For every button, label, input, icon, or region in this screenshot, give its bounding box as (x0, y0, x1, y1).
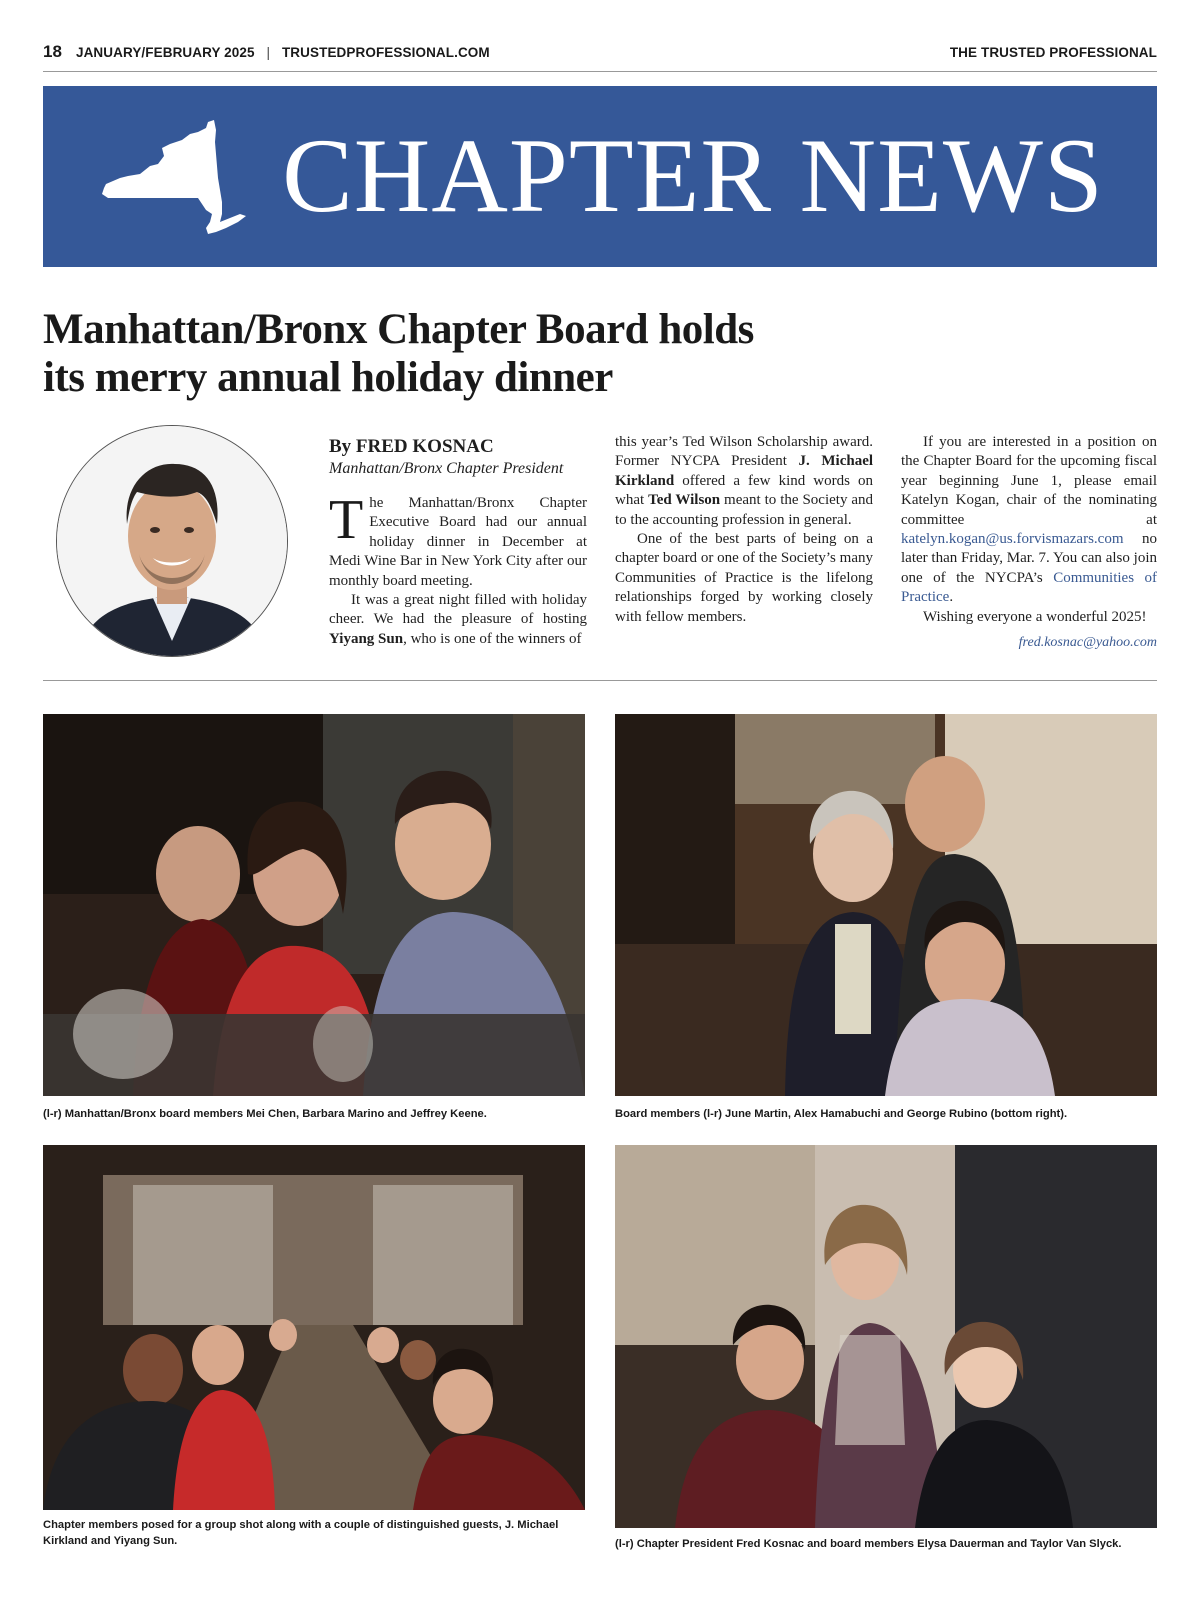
photo-3-caption: Chapter members posed for a group shot along with a couple of distinguished guests, J. Michael Kirkland and Yiyang Sun. (43, 1519, 559, 1547)
photo-3 (43, 1145, 585, 1510)
headline-line-1: Manhattan/Bronx Chapter Board holds (43, 306, 754, 353)
photo-1 (43, 714, 585, 1096)
author-email-link[interactable]: fred.kosnac@yahoo.com (1018, 635, 1157, 651)
photo-1-image (43, 714, 585, 1096)
paragraph-2: It was a great night filled with holiday cheer. We had the pleasure of hosting Yiyang Sun, who is one of the winners of (329, 592, 588, 647)
article-column-3 (901, 433, 1157, 652)
page-number: 18 (43, 42, 63, 61)
photo-4 (615, 1145, 1157, 1528)
author-portrait-image (57, 426, 287, 656)
photo-2 (615, 714, 1157, 1096)
paragraph-3: One of the best parts of being on a chapter board or one of the Society’s many Communities of Practice is the lifelong relationships forged by working closely with fellow members. (615, 531, 873, 625)
author-portrait (56, 425, 288, 657)
publication-name: THE TRUSTED PROFESSIONAL (949, 45, 1157, 60)
running-header-left (43, 42, 490, 62)
banner-title: CHAPTER NEWS (282, 117, 1104, 234)
paragraph-5: Wishing everyone a wonderful 2025! (923, 608, 1147, 625)
header-separator: | (266, 45, 271, 60)
website-link[interactable]: TRUSTEDPROFESSIONAL.COM (281, 45, 490, 60)
photo-4-image (615, 1145, 1157, 1528)
photo-2-image (615, 714, 1157, 1096)
running-header (43, 42, 1157, 64)
issue-date: JANUARY/FEBRUARY 2025 (75, 45, 255, 60)
paragraph-4: If you are interested in a position on the Chapter Board for the upcoming fiscal year beginning June 1, please email Katelyn Kogan, chair of the nominating committee at katelyn.kogan@us.forvismazars.com no later than Friday, Mar. 7. You can also join one of the NYCPA’s Communities of Practice. (901, 434, 1157, 606)
drop-cap: T (329, 489, 364, 551)
article-column-2 (615, 433, 873, 627)
photo-1-caption: (l-r) Manhattan/Bronx board members Mei Chen, Barbara Marino and Jeffrey Keene. (43, 1108, 487, 1120)
section-divider (43, 680, 1157, 681)
article-headline (43, 306, 943, 402)
new-york-state-silhouette-icon (98, 118, 248, 236)
photo-3-image (43, 1145, 585, 1510)
section-banner (43, 86, 1157, 267)
article-column-1 (329, 433, 587, 649)
byline-title: Manhattan/Bronx Chapter President (329, 460, 564, 477)
email-link-katelyn-kogan[interactable]: katelyn.kogan@us.forvismazars.com (901, 531, 1124, 548)
paragraph-1: The Manhattan/Bronx Chapter Executive Board had our annual holiday dinner in December at Medi Wine Bar in New York City after our monthly board meeting. (329, 489, 587, 589)
headline-line-2: its merry annual holiday dinner (43, 354, 613, 401)
paragraph-2-continued: this year’s Ted Wilson Scholarship award. Former NYCPA President J. Michael Kirkland offered a few kind words on what Ted Wilson meant to the Society and to the accounting profession in general. (615, 434, 874, 528)
byline-name: By FRED KOSNAC (329, 436, 494, 457)
photo-4-caption: (l-r) Chapter President Fred Kosnac and board members Elysa Dauerman and Taylor Van Slyck. (615, 1538, 1122, 1550)
communities-of-practice-link[interactable]: Communities of Practice (901, 569, 1157, 606)
header-divider (43, 71, 1157, 72)
photo-2-caption: Board members (l-r) June Martin, Alex Hamabuchi and George Rubino (bottom right). (615, 1108, 1068, 1120)
